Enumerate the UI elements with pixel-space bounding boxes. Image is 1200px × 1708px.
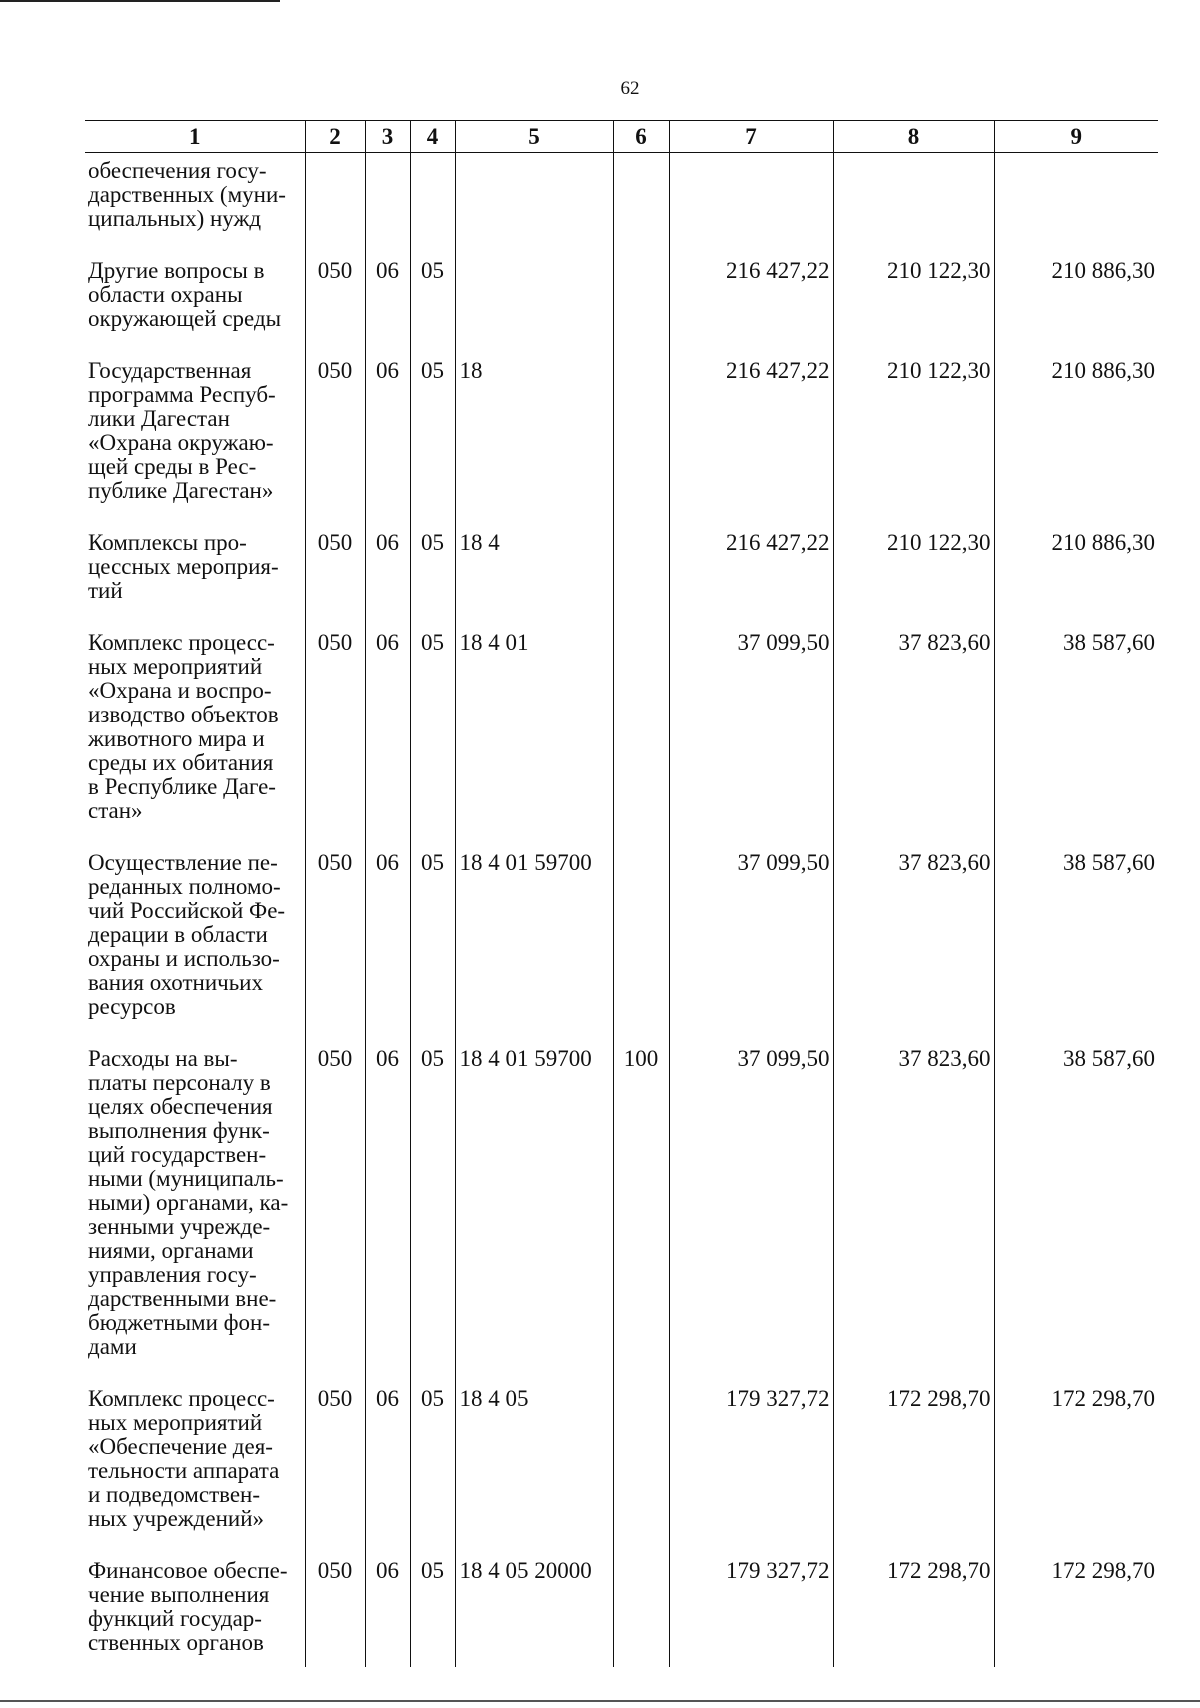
code-section: 06 bbox=[365, 621, 410, 841]
row-name-cell bbox=[85, 349, 305, 521]
table-row bbox=[85, 249, 1158, 349]
row-name-line: реданных полномо- bbox=[88, 874, 281, 899]
amount-col-7: 216 427,22 bbox=[669, 349, 833, 521]
code-subsection: 05 bbox=[410, 249, 455, 349]
table-row bbox=[85, 153, 1158, 250]
header-col-9: 9 bbox=[994, 121, 1158, 153]
row-name-line: платы персоналу в bbox=[88, 1070, 271, 1095]
header-row bbox=[85, 121, 1158, 153]
row-name-line: «Охрана окружаю- bbox=[88, 430, 274, 455]
header-col-2: 2 bbox=[305, 121, 365, 153]
code-ministry: 050 bbox=[305, 1037, 365, 1377]
amount-col-9: 210 886,30 bbox=[994, 521, 1158, 621]
code-target-article: 18 4 05 bbox=[455, 1377, 613, 1549]
row-name-line: ных мероприятий bbox=[88, 1410, 263, 1435]
code-section: 06 bbox=[365, 1549, 410, 1667]
row-name-line: «Обеспечение дея- bbox=[88, 1434, 273, 1459]
amount-col-9: 38 587,60 bbox=[994, 841, 1158, 1037]
row-name-line: ственных органов bbox=[88, 1630, 264, 1655]
row-name-line: изводство объектов bbox=[88, 702, 279, 727]
table-body bbox=[85, 153, 1158, 1668]
row-name-line: ных учреждений» bbox=[88, 1506, 265, 1531]
code-target-article: 18 4 bbox=[455, 521, 613, 621]
code-section: 06 bbox=[365, 1377, 410, 1549]
code-subsection: 05 bbox=[410, 349, 455, 521]
row-name-line: вания охотничьих bbox=[88, 970, 263, 995]
amount-col-9: 172 298,70 bbox=[994, 1549, 1158, 1667]
row-name-line: программа Респуб- bbox=[88, 382, 276, 407]
row-name-cell bbox=[85, 153, 305, 250]
code-ministry: 050 bbox=[305, 521, 365, 621]
header-col-8: 8 bbox=[833, 121, 994, 153]
row-name-line: целях обеспечения bbox=[88, 1094, 273, 1119]
code-target-article: 18 4 01 bbox=[455, 621, 613, 841]
code-expense-type bbox=[613, 153, 669, 250]
amount-col-8: 37 823,60 bbox=[833, 1037, 994, 1377]
row-name-line: управления госу- bbox=[88, 1262, 257, 1287]
row-name-line: ными) органами, ка- bbox=[88, 1190, 289, 1215]
table-row bbox=[85, 1377, 1158, 1549]
amount-col-9: 210 886,30 bbox=[994, 349, 1158, 521]
code-subsection: 05 bbox=[410, 1549, 455, 1667]
row-name-line: тельности аппарата bbox=[88, 1458, 280, 1483]
scan-edge-bottom bbox=[0, 1700, 1200, 1702]
table-row bbox=[85, 521, 1158, 621]
code-ministry: 050 bbox=[305, 841, 365, 1037]
row-name-line: охраны и использо- bbox=[88, 946, 280, 971]
row-name-line: дерации в области bbox=[88, 922, 268, 947]
row-name-line: животного мира и bbox=[88, 726, 265, 751]
amount-col-8: 210 122,30 bbox=[833, 349, 994, 521]
code-target-article: 18 bbox=[455, 349, 613, 521]
code-ministry bbox=[305, 153, 365, 250]
row-name-cell bbox=[85, 621, 305, 841]
table-row bbox=[85, 349, 1158, 521]
row-name-line: ций государствен- bbox=[88, 1142, 267, 1167]
code-subsection: 05 bbox=[410, 621, 455, 841]
code-expense-type bbox=[613, 349, 669, 521]
amount-col-8: 37 823,60 bbox=[833, 841, 994, 1037]
row-name-line: публике Дагестан» bbox=[88, 478, 274, 503]
header-col-1: 1 bbox=[85, 121, 305, 153]
row-name-cell bbox=[85, 1549, 305, 1667]
row-name-line: стан» bbox=[88, 798, 143, 823]
row-name-line: зенными учрежде- bbox=[88, 1214, 271, 1239]
amount-col-9 bbox=[994, 153, 1158, 250]
amount-col-8: 210 122,30 bbox=[833, 249, 994, 349]
header-col-7: 7 bbox=[669, 121, 833, 153]
row-name-line: Комплексы про- bbox=[88, 530, 247, 555]
table-row bbox=[85, 621, 1158, 841]
row-name-line: ными (муниципаль- bbox=[88, 1166, 284, 1191]
row-name-cell bbox=[85, 1377, 305, 1549]
code-ministry: 050 bbox=[305, 621, 365, 841]
table-header bbox=[85, 121, 1158, 153]
row-name-line: Финансовое обеспе- bbox=[88, 1558, 288, 1583]
row-name-line: дарственными вне- bbox=[88, 1286, 277, 1311]
row-name-line: лики Дагестан bbox=[88, 406, 230, 431]
code-target-article: 18 4 01 59700 bbox=[455, 841, 613, 1037]
table-row bbox=[85, 1037, 1158, 1377]
row-name-line: окружающей среды bbox=[88, 306, 282, 331]
code-expense-type: 100 bbox=[613, 1037, 669, 1377]
code-ministry: 050 bbox=[305, 1549, 365, 1667]
amount-col-7: 37 099,50 bbox=[669, 1037, 833, 1377]
row-name-line: Комплекс процесс- bbox=[88, 1386, 275, 1411]
amount-col-8: 172 298,70 bbox=[833, 1377, 994, 1549]
code-target-article: 18 4 01 59700 bbox=[455, 1037, 613, 1377]
code-subsection bbox=[410, 153, 455, 250]
code-ministry: 050 bbox=[305, 1377, 365, 1549]
code-subsection: 05 bbox=[410, 1377, 455, 1549]
row-name-cell bbox=[85, 249, 305, 349]
header-col-3: 3 bbox=[365, 121, 410, 153]
amount-col-8: 210 122,30 bbox=[833, 521, 994, 621]
code-subsection: 05 bbox=[410, 521, 455, 621]
code-ministry: 050 bbox=[305, 349, 365, 521]
code-section: 06 bbox=[365, 521, 410, 621]
amount-col-9: 38 587,60 bbox=[994, 621, 1158, 841]
row-name-line: ресурсов bbox=[88, 994, 176, 1019]
code-subsection: 05 bbox=[410, 1037, 455, 1377]
row-name-cell bbox=[85, 521, 305, 621]
row-name-line: среды их обитания bbox=[88, 750, 274, 775]
budget-table bbox=[85, 120, 1158, 1667]
row-name-line: чение выполнения bbox=[88, 1582, 270, 1607]
page-number: 62 bbox=[620, 78, 640, 99]
amount-col-8: 37 823,60 bbox=[833, 621, 994, 841]
row-name-line: обеспечения госу- bbox=[88, 158, 267, 183]
amount-col-7: 37 099,50 bbox=[669, 621, 833, 841]
row-name-line: ниями, органами bbox=[88, 1238, 254, 1263]
header-col-4: 4 bbox=[410, 121, 455, 153]
row-name-line: дарственных (муни- bbox=[88, 182, 286, 207]
row-name-line: бюджетными фон- bbox=[88, 1310, 271, 1335]
header-col-6: 6 bbox=[613, 121, 669, 153]
amount-col-7 bbox=[669, 153, 833, 250]
row-name-line: функций государ- bbox=[88, 1606, 262, 1631]
code-expense-type bbox=[613, 841, 669, 1037]
code-expense-type bbox=[613, 521, 669, 621]
row-name-line: Государственная bbox=[88, 358, 252, 383]
code-section: 06 bbox=[365, 841, 410, 1037]
row-name-line: Расходы на вы- bbox=[88, 1046, 238, 1071]
code-target-article bbox=[455, 153, 613, 250]
code-subsection: 05 bbox=[410, 841, 455, 1037]
row-name-line: чий Российской Фе- bbox=[88, 898, 286, 923]
amount-col-9: 210 886,30 bbox=[994, 249, 1158, 349]
amount-col-8: 172 298,70 bbox=[833, 1549, 994, 1667]
code-section: 06 bbox=[365, 1037, 410, 1377]
row-name-line: ных мероприятий bbox=[88, 654, 263, 679]
amount-col-7: 179 327,72 bbox=[669, 1549, 833, 1667]
row-name-line: щей среды в Рес- bbox=[88, 454, 257, 479]
row-name-line: в Республике Даге- bbox=[88, 774, 276, 799]
amount-col-7: 216 427,22 bbox=[669, 521, 833, 621]
amount-col-9: 38 587,60 bbox=[994, 1037, 1158, 1377]
row-name-line: дами bbox=[88, 1334, 137, 1359]
row-name-line: тий bbox=[88, 578, 123, 603]
row-name-line: «Охрана и воспро- bbox=[88, 678, 272, 703]
amount-col-8 bbox=[833, 153, 994, 250]
row-name-cell bbox=[85, 841, 305, 1037]
code-expense-type bbox=[613, 1549, 669, 1667]
code-expense-type bbox=[613, 1377, 669, 1549]
code-section bbox=[365, 153, 410, 250]
row-name-line: ципальных) нужд bbox=[88, 206, 262, 231]
code-section: 06 bbox=[365, 249, 410, 349]
code-target-article: 18 4 05 20000 bbox=[455, 1549, 613, 1667]
row-name-line: Осуществление пе- bbox=[88, 850, 278, 875]
row-name-line: Другие вопросы в bbox=[88, 258, 265, 283]
row-name-line: области охраны bbox=[88, 282, 243, 307]
code-target-article bbox=[455, 249, 613, 349]
scan-edge-top bbox=[0, 0, 280, 2]
row-name-line: и подведомствен- bbox=[88, 1482, 261, 1507]
amount-col-7: 179 327,72 bbox=[669, 1377, 833, 1549]
row-name-line: Комплекс процесс- bbox=[88, 630, 275, 655]
code-expense-type bbox=[613, 621, 669, 841]
amount-col-7: 216 427,22 bbox=[669, 249, 833, 349]
row-name-line: цессных мероприя- bbox=[88, 554, 279, 579]
header-col-5: 5 bbox=[455, 121, 613, 153]
code-section: 06 bbox=[365, 349, 410, 521]
amount-col-7: 37 099,50 bbox=[669, 841, 833, 1037]
amount-col-9: 172 298,70 bbox=[994, 1377, 1158, 1549]
code-ministry: 050 bbox=[305, 249, 365, 349]
code-expense-type bbox=[613, 249, 669, 349]
table-row bbox=[85, 841, 1158, 1037]
row-name-line: выполнения функ- bbox=[88, 1118, 270, 1143]
table-row bbox=[85, 1549, 1158, 1667]
row-name-cell bbox=[85, 1037, 305, 1377]
